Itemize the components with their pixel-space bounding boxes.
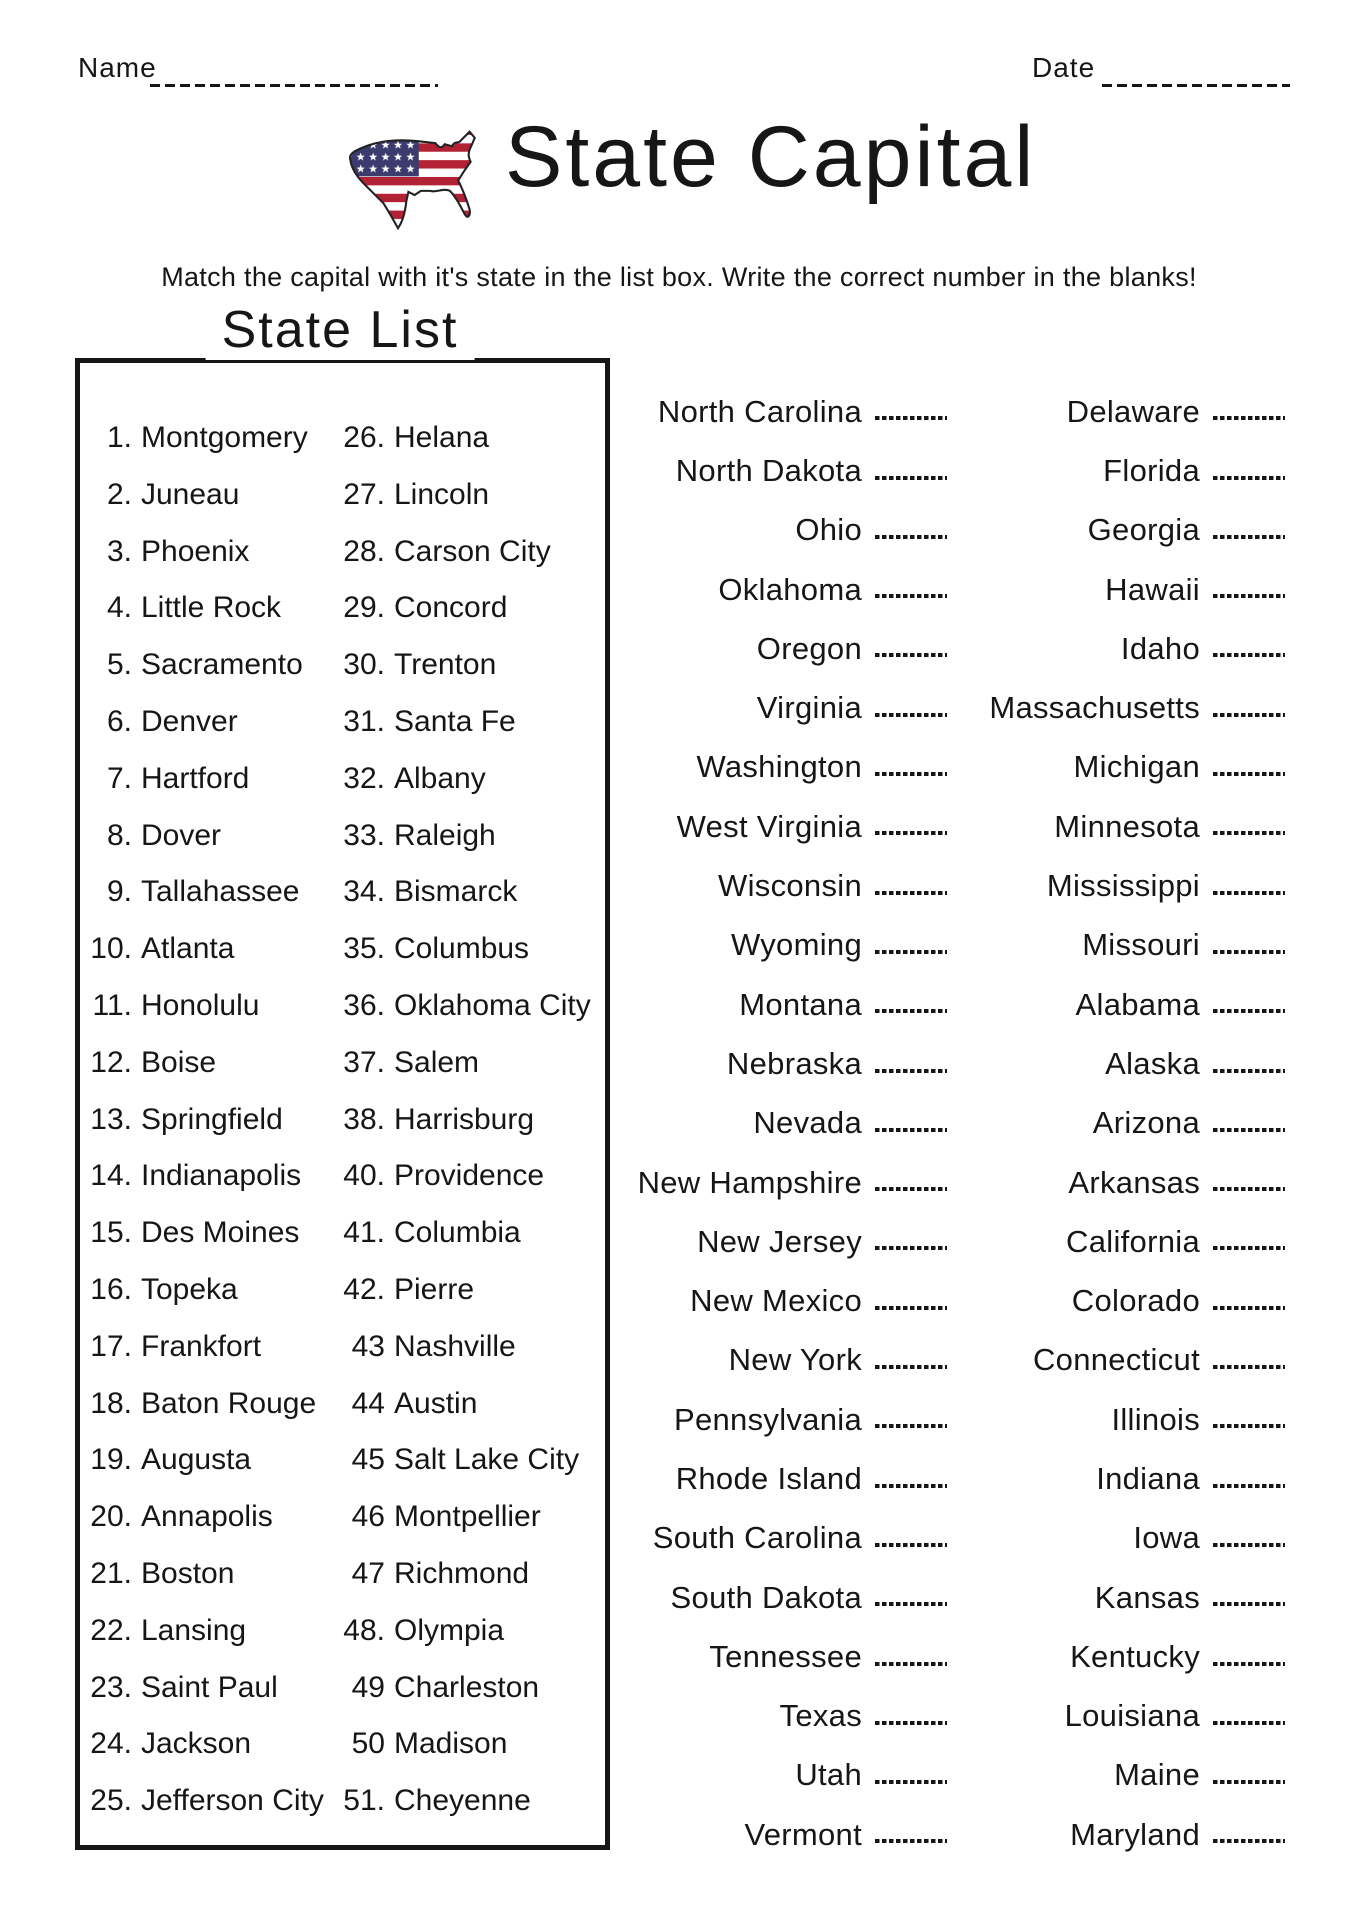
capital-list-row (80, 524, 600, 581)
capital-list-rows (80, 410, 600, 1830)
capital-list-row (80, 467, 600, 524)
state-row (820, 1445, 1285, 1504)
state-name: Arkansas (1068, 1164, 1200, 1200)
state-name: Illinois (1111, 1401, 1200, 1437)
answer-blank (1213, 950, 1285, 954)
state-name: Kentucky (1070, 1638, 1200, 1674)
capital-list-row (80, 1262, 600, 1319)
capital-number: 48. (343, 1613, 385, 1647)
answer-blank (1213, 1484, 1285, 1488)
state-name: Louisiana (1064, 1698, 1200, 1734)
capital-number: 35. (343, 932, 385, 966)
capital-number: 30. (343, 648, 385, 682)
state-row (820, 437, 1285, 496)
capital-city: Trenton (394, 648, 497, 682)
answer-blank (1213, 1721, 1285, 1725)
capital-number: 42. (343, 1272, 385, 1306)
capital-list-row (80, 1603, 600, 1660)
state-name: Wisconsin (718, 868, 862, 904)
name-blank-line (150, 84, 438, 87)
state-row (820, 1327, 1285, 1386)
capital-number: 19. (90, 1443, 132, 1477)
state-name: Wyoming (730, 927, 862, 963)
answer-blank (1213, 416, 1285, 420)
capital-city: Albany (394, 761, 486, 795)
capital-number: 6. (106, 704, 132, 738)
capital-city: Dover (141, 818, 222, 852)
state-row (820, 1623, 1285, 1682)
capital-city: Augusta (141, 1443, 252, 1477)
capital-number: 32. (343, 761, 385, 795)
capital-number: 51. (343, 1784, 385, 1818)
answer-blank (1213, 1602, 1285, 1606)
capital-number: 23. (90, 1670, 132, 1704)
state-name: Minnesota (1054, 808, 1200, 844)
state-row (820, 674, 1285, 733)
capital-city: Carson City (394, 534, 551, 568)
state-name: Maryland (1070, 1816, 1200, 1852)
capital-number: 47 (351, 1556, 385, 1590)
answer-blank (1213, 1187, 1285, 1191)
state-row (820, 1742, 1285, 1801)
capital-number: 5. (106, 648, 132, 682)
capital-city: Bismarck (394, 875, 518, 909)
capital-list-row (80, 1376, 600, 1433)
capital-list-row (80, 410, 600, 467)
state-row (820, 497, 1285, 556)
capital-number: 7. (106, 761, 132, 795)
answer-blank (1213, 1780, 1285, 1784)
capital-list-row (80, 864, 600, 921)
capital-city: Raleigh (394, 818, 496, 852)
capital-list-row (80, 1546, 600, 1603)
state-name: Oregon (756, 630, 862, 666)
capital-city: Madison (394, 1727, 508, 1761)
state-row (820, 556, 1285, 615)
capital-number: 20. (90, 1500, 132, 1534)
capital-number: 28. (343, 534, 385, 568)
state-name: Michigan (1073, 749, 1200, 785)
capital-city: Frankfort (141, 1329, 262, 1363)
capital-list-row (80, 1205, 600, 1262)
capital-number: 16. (90, 1272, 132, 1306)
state-row (820, 378, 1285, 437)
answer-blank (1213, 831, 1285, 835)
state-name: Missouri (1082, 927, 1200, 963)
capital-city: Santa Fe (394, 704, 516, 738)
capital-city: Oklahoma City (394, 988, 591, 1022)
capital-number: 29. (343, 591, 385, 625)
state-row (820, 971, 1285, 1030)
state-name: Maine (1114, 1757, 1200, 1793)
answer-blank (1213, 1424, 1285, 1428)
capital-city: Salt Lake City (394, 1443, 580, 1477)
capital-list-row (80, 751, 600, 808)
state-name: New Mexico (690, 1283, 862, 1319)
state-name: Nevada (753, 1105, 862, 1141)
capital-city: Richmond (394, 1556, 530, 1590)
capital-city: Topeka (141, 1272, 238, 1306)
capital-city: Columbus (394, 932, 530, 966)
capital-number: 37. (343, 1045, 385, 1079)
capital-number: 9. (106, 875, 132, 909)
capital-city: Pierre (394, 1272, 475, 1306)
state-name: Colorado (1071, 1283, 1200, 1319)
capital-number: 31. (343, 704, 385, 738)
capital-number: 4. (106, 591, 132, 625)
capital-city: Charleston (394, 1670, 540, 1704)
state-row (820, 1505, 1285, 1564)
state-row (820, 1683, 1285, 1742)
state-name: Connecticut (1032, 1342, 1200, 1378)
capital-city: Springfield (141, 1102, 283, 1136)
state-name: Georgia (1087, 512, 1200, 548)
capital-number: 38. (343, 1102, 385, 1136)
state-row (820, 1564, 1285, 1623)
capital-city: Jefferson City (141, 1784, 324, 1818)
answer-blank (1213, 1662, 1285, 1666)
capital-number: 49 (351, 1670, 385, 1704)
state-name: Oklahoma (718, 571, 862, 607)
state-row (820, 1090, 1285, 1149)
capital-city: Olympia (394, 1613, 505, 1647)
capital-city: Austin (394, 1386, 478, 1420)
state-row (820, 1030, 1285, 1089)
capital-city: Atlanta (141, 932, 235, 966)
page-title: State Capital (505, 109, 1037, 205)
answer-blank (1213, 1365, 1285, 1369)
capital-list-row (80, 580, 600, 637)
capital-city: Cheyenne (394, 1784, 531, 1818)
capital-list-row (80, 1092, 600, 1149)
state-list-title: State List (206, 300, 475, 360)
state-name: New Jersey (697, 1223, 862, 1259)
state-name: Pennsylvania (674, 1401, 862, 1437)
capital-number: 1. (106, 421, 132, 454)
state-name: Kansas (1094, 1579, 1200, 1615)
state-name: Montana (739, 986, 862, 1022)
state-name: Vermont (744, 1816, 862, 1852)
capital-number: 22. (90, 1613, 132, 1647)
capital-city: Saint Paul (141, 1670, 278, 1704)
state-row (820, 1267, 1285, 1326)
answer-blank (1213, 476, 1285, 480)
capital-number: 24. (90, 1727, 132, 1761)
state-name: Massachusetts (989, 690, 1200, 726)
capital-list-row (80, 1035, 600, 1092)
capital-number: 11. (92, 988, 132, 1022)
capital-city: Indianapolis (141, 1159, 302, 1193)
capital-list-row (80, 1773, 600, 1830)
state-name: Tennessee (709, 1638, 862, 1674)
capital-number: 10. (90, 932, 132, 966)
answer-blank (1213, 713, 1285, 717)
capital-list-row (80, 808, 600, 865)
capital-list-row (80, 921, 600, 978)
answer-blank (1213, 535, 1285, 539)
state-name: Florida (1103, 452, 1200, 488)
capital-city: Juneau (141, 477, 240, 511)
state-name: Indiana (1096, 1461, 1200, 1496)
capital-number: 45 (351, 1443, 385, 1477)
state-row (820, 912, 1285, 971)
capital-city: Lincoln (394, 477, 490, 511)
capital-city: Boston (141, 1556, 235, 1590)
answer-blank (1213, 1839, 1285, 1843)
capital-number: 14. (90, 1159, 132, 1193)
answer-blank (1213, 772, 1285, 776)
state-row (820, 852, 1285, 911)
capital-city: Denver (141, 704, 238, 738)
capital-list-row (80, 694, 600, 751)
capital-city: Helana (394, 421, 490, 454)
capital-number: 18. (90, 1386, 132, 1420)
capital-number: 12. (90, 1045, 132, 1079)
capital-number: 17. (90, 1329, 132, 1363)
capital-list-row (80, 1432, 600, 1489)
state-name: California (1066, 1223, 1200, 1259)
capital-number: 26. (343, 421, 385, 454)
state-row (820, 615, 1285, 674)
capital-number: 50 (351, 1727, 385, 1761)
capital-city: Boise (141, 1045, 217, 1079)
capital-city: Jackson (141, 1727, 252, 1761)
answer-blank (1213, 891, 1285, 895)
capital-number: 34. (343, 875, 385, 909)
state-name: Nebraska (726, 1045, 862, 1081)
name-label: Name (78, 52, 157, 83)
capital-number: 36. (343, 988, 385, 1022)
capital-list-row (80, 637, 600, 694)
capital-city: Montgomery (141, 421, 308, 454)
state-name: New York (728, 1342, 862, 1378)
capital-number: 13. (90, 1102, 132, 1136)
date-blank-line (1102, 84, 1290, 87)
usa-map-flag-icon (342, 126, 508, 236)
capital-list-row (80, 1148, 600, 1205)
state-row (820, 1208, 1285, 1267)
state-name: West Virginia (676, 808, 862, 844)
state-name: Rhode Island (675, 1461, 862, 1496)
capital-city: Tallahassee (141, 875, 300, 909)
state-name: South Dakota (670, 1579, 862, 1615)
instructions-text: Match the capital with it's state in the list box. Write the correct number in the blanks! (161, 262, 1197, 292)
capital-city: Providence (394, 1159, 545, 1193)
answer-blank (1213, 1543, 1285, 1547)
state-name: South Carolina (652, 1520, 862, 1556)
capital-list-row (80, 978, 600, 1035)
state-name: Delaware (1066, 393, 1200, 429)
state-name: New Hampshire (637, 1164, 862, 1200)
state-name: Idaho (1120, 630, 1200, 666)
capital-city: Columbia (394, 1216, 521, 1250)
capital-number: 27. (343, 477, 385, 511)
state-row (820, 1801, 1285, 1860)
capital-list-row (80, 1489, 600, 1546)
state-name: Mississippi (1046, 868, 1200, 904)
capital-city: Honolulu (141, 988, 260, 1022)
answer-blank (1213, 653, 1285, 657)
capital-number: 2. (106, 477, 132, 511)
answer-blank (1213, 1306, 1285, 1310)
capital-list-row (80, 1660, 600, 1717)
answer-blank (1213, 1128, 1285, 1132)
state-row (820, 734, 1285, 793)
capital-number: 40. (343, 1159, 385, 1193)
capital-city: Little Rock (141, 591, 282, 625)
state-name: Ohio (795, 512, 862, 548)
state-name: North Dakota (675, 452, 862, 488)
capital-number: 3. (106, 534, 132, 568)
state-name: Alaska (1105, 1045, 1200, 1081)
capital-number: 41. (343, 1216, 385, 1250)
state-name: Texas (779, 1698, 862, 1734)
capital-number: 15. (90, 1216, 132, 1250)
state-name: Alabama (1075, 986, 1200, 1022)
capital-city: Montpellier (394, 1500, 541, 1534)
capital-city: Nashville (394, 1329, 516, 1363)
capital-city: Phoenix (141, 534, 250, 568)
state-name: Virginia (756, 690, 862, 726)
state-name: Utah (795, 1757, 862, 1793)
state-row (820, 793, 1285, 852)
capital-number: 21. (90, 1556, 132, 1590)
capital-number: 46 (351, 1500, 385, 1534)
answer-blank (1213, 1246, 1285, 1250)
capital-list-row (80, 1319, 600, 1376)
capital-number: 25. (90, 1784, 132, 1818)
capital-number: 43 (351, 1329, 385, 1363)
capital-number: 33. (343, 818, 385, 852)
capital-city: Baton Rouge (141, 1386, 317, 1420)
state-name: Hawaii (1105, 571, 1200, 607)
capital-city: Sacramento (141, 648, 303, 682)
capital-number: 8. (106, 818, 132, 852)
state-name: Arizona (1092, 1105, 1200, 1141)
answer-blank (1213, 1069, 1285, 1073)
state-name: Washington (696, 749, 862, 785)
capital-city: Hartford (141, 761, 250, 795)
capital-city: Harrisburg (394, 1102, 535, 1136)
capital-list-row (80, 1716, 600, 1773)
answer-blank (1213, 594, 1285, 598)
state-name: Iowa (1133, 1520, 1200, 1556)
capital-city: Lansing (141, 1613, 247, 1647)
state-name: North Carolina (657, 393, 862, 429)
capital-city: Annapolis (141, 1500, 273, 1534)
state-row (820, 1386, 1285, 1445)
date-label: Date (1032, 52, 1096, 83)
capital-city: Concord (394, 591, 508, 625)
capital-number: 44 (351, 1386, 385, 1420)
capital-city: Salem (394, 1045, 480, 1079)
states-column-right (820, 378, 1285, 1860)
capital-city: Des Moines (141, 1216, 300, 1250)
state-row (820, 1149, 1285, 1208)
answer-blank (1213, 1009, 1285, 1013)
